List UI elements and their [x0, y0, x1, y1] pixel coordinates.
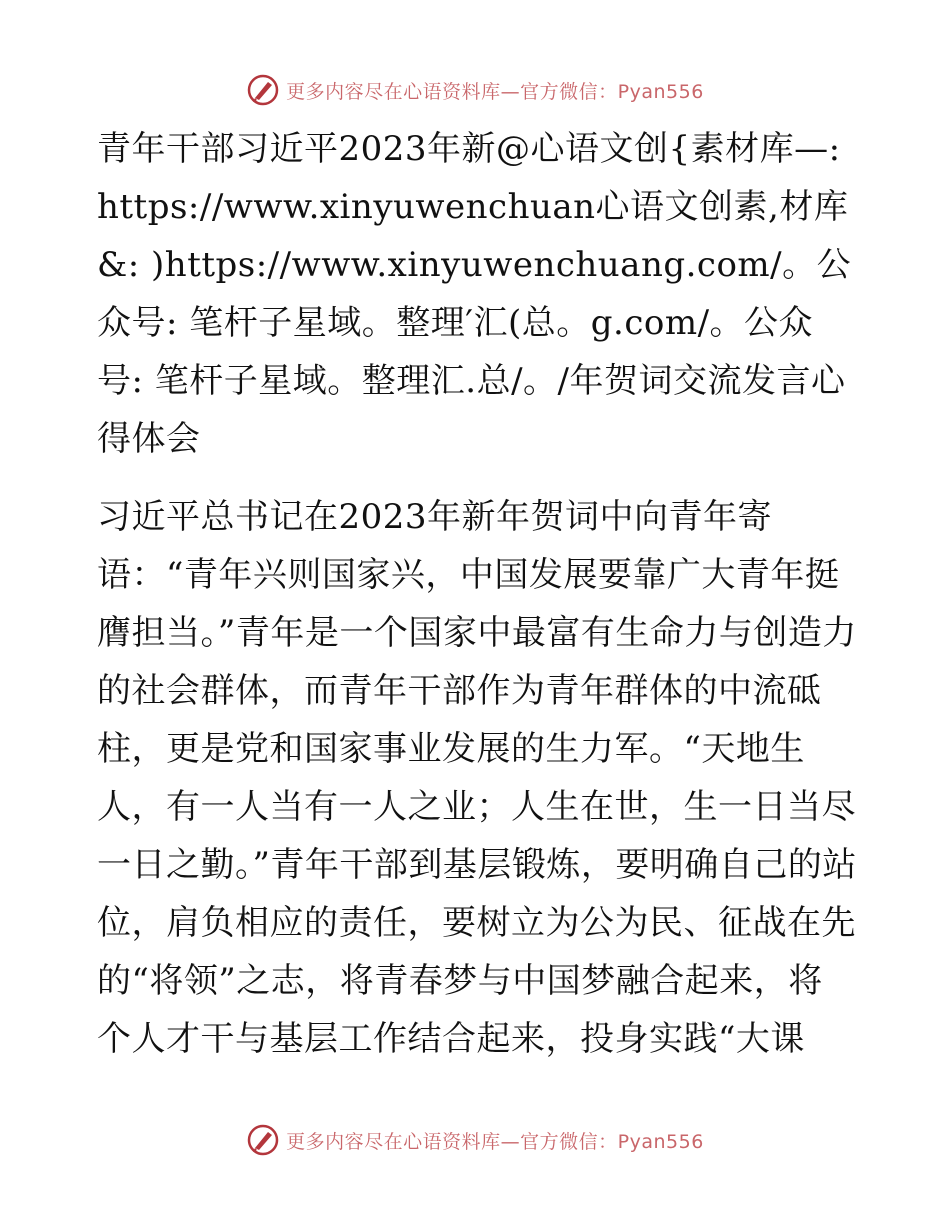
paragraph-body: 习近平总书记在2023年新年贺词中向青年寄语：“青年兴则国家兴，中国发展要靠广大青年挺膺担当。”青年是一个国家中最富有生命力与创造力的社会群体，而青年干部作为青年群体的中流砥柱，更是党和国家事业发展的生力军。“天地生人，有一人当有一人之业；人生在世，生一日当尽一日之勤。”青年干部到基层锻炼，要明确自己的站位，肩负相应的责任，要树立为公为民、征战在先的“将领”之志，将青春梦与中国梦融合起来，将个人才干与基层工作结合起来，投身实践“大课 [97, 497, 857, 1059]
footer-banner-text: 更多内容尽在心语资料库—官方微信：Pyan556 [286, 1130, 704, 1153]
document-body [97, 120, 857, 1068]
header-banner [0, 70, 950, 110]
pen-logo-icon [246, 73, 280, 107]
pen-logo-icon [246, 1123, 280, 1157]
header-banner-text: 更多内容尽在心语资料库—官方微信：Pyan556 [286, 80, 704, 103]
footer-banner [0, 1120, 950, 1160]
paragraph-title: 青年干部习近平2023年新@心语文创{素材库—:https://www.xinyuwenchuan心语文创素,材库&: )https://www.xinyuwenchuang.com/。公众号: 笔杆子星域。整理′汇(总。g.com/。公众号: 笔杆子星域。整理汇.总/。/年贺词交流发言心得体会 [97, 129, 852, 459]
